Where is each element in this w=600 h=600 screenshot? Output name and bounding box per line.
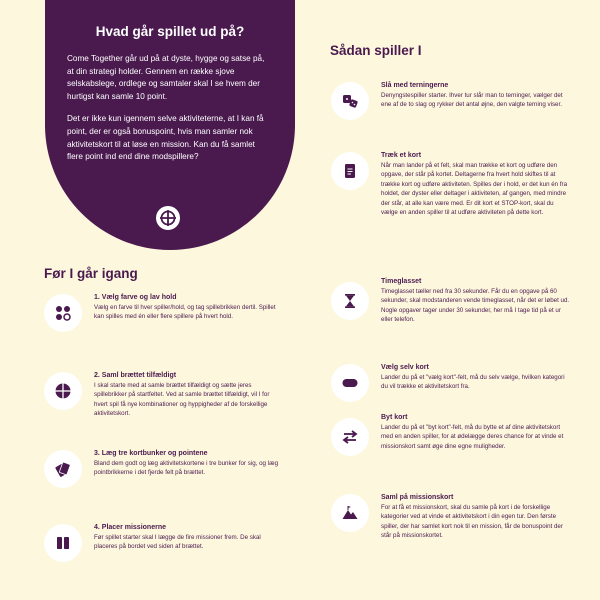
howto-step-1: [331, 82, 571, 120]
before-step-1-body: Vælg en farve til hver spiller/hold, og tag spillebrikken dertil. Spillet kan spilles med én eller flere spillere på hvert hold.: [94, 304, 276, 321]
howto-step-1-body: Denyngstespiller starter. Ihver tur slår man to terninger, vælger det ene af de to slag og rykker det antal øjne, den valgte terning viser.: [381, 92, 563, 109]
card-icon: [331, 152, 369, 190]
howto-step-1-heading: Slå med terningerne: [381, 82, 449, 89]
howto-step-6-body: For at få et missionskort, skal du samle på kort i de forskellige kategorier ved at vinde et aktivitetskort i din egen tur. Den første spiller, der har samlet kort nok til en mission, får de bonuspoint der står på missionskortet.: [381, 504, 563, 540]
intro-panel: [45, 0, 295, 250]
howto-step-5: [331, 414, 571, 456]
howto-step-4: [331, 364, 571, 402]
before-step-1: [44, 294, 284, 332]
before-step-4: [44, 524, 284, 562]
missions-icon: [44, 524, 82, 562]
before-step-1-heading: 1. Vælg farve og lav hold: [94, 294, 177, 301]
before-step-2: [44, 372, 284, 419]
dice-icon: [331, 82, 369, 120]
hourglass-icon: [331, 282, 369, 320]
howto-title: Sådan spiller I: [330, 43, 422, 58]
mountain-icon: [331, 494, 369, 532]
players-icon: [44, 294, 82, 332]
howto-step-6: [331, 494, 571, 541]
intro-paragraph-2: Det er ikke kun igennem selve aktiviteterne, at I kan få point, der er også bonuspoint, hvis man samler nok aktivitetskort til at løse en mission. Kan du få samlet flere point ind end dine modspillere?: [67, 114, 264, 162]
howto-step-4-body: Lander du på et "vælg kort"-felt, må du selv vælge, hvilken kategori du vil trække et aktivitetskort fra.: [381, 374, 565, 391]
howto-step-3-body: Timeglasset tæller ned fra 30 sekunder. Får du en opgave på 60 sekunder, skal modstanderen vende timeglasset, når det er løbet ud. Nogle opgaver tager under 30 sekunder, her må I tage tid på et ur eller telefon.: [381, 288, 570, 324]
before-step-3-heading: 3. Læg tre kortbunker og pointene: [94, 450, 208, 457]
compass-icon: [156, 206, 180, 230]
howto-step-6-heading: Saml på missionskort: [381, 494, 454, 501]
board-icon: [44, 372, 82, 410]
choose-card-icon: [331, 364, 369, 402]
intro-title: Hvad går spillet ud på?: [95, 24, 245, 39]
howto-step-2-body: Når man lander på et felt, skal man trække et kort og udføre den opgave, der står på kortet. Deltagerne fra hvert hold skiftes til at trække kort og udføre aktiviteten. Spilles der i hold, er det kun én fra holdet, der dyster eller deltager i aktiviteten, af gangen, med mindre der står, at alle kan være med. Er dit kort et STOP-kort, skal du vælge en anden spiller til at udføre aktiviteten på dette kort.: [381, 162, 568, 217]
howto-step-2-heading: Træk et kort: [381, 152, 422, 159]
before-step-4-body: Før spillet starter skal I lægge de fire missioner frem. De skal placeres på bordet ved siden af brættet.: [94, 534, 261, 551]
howto-step-3: [331, 278, 571, 325]
before-step-3: [44, 450, 284, 488]
howto-step-2: [331, 152, 571, 217]
howto-step-5-heading: Byt kort: [381, 414, 408, 421]
howto-step-5-body: Lander du på et "byt kort"-felt, må du bytte et af dine aktivitetskort med en anden spiller, for at ødelægge deres chance for at vinde et missionskort samt øge dine egne muligheder.: [381, 424, 564, 450]
howto-step-4-heading: Vælg selv kort: [381, 364, 429, 371]
before-step-4-heading: 4. Placer missionerne: [94, 524, 166, 531]
before-title: Før I går igang: [44, 266, 138, 281]
howto-step-3-heading: Timeglasset: [381, 278, 422, 285]
before-step-2-heading: 2. Saml brættet tilfældigt: [94, 372, 177, 379]
intro-paragraph-1: Come Together går ud på at dyste, hygge og satse på, at din strategi holder. Gennem en række sjove selskabslege, ordlege og samtaler skal I se hvem der hurtigst kan samle 10 point.: [67, 54, 265, 101]
cards-icon: [44, 450, 82, 488]
before-step-2-body: I skal starte med at samle brættet tilfældigt og sætte jeres spillebrikker på startfeltet. Ved at samle brættet tilfældigt, vil I for hvert spil få nye kombinationer og hyppigheder af de forskellige aktivitetskort.: [94, 382, 270, 418]
before-step-3-body: Bland dem godt og læg aktivitetskortene i tre bunker for sig, og læg pointbrikkerne i det fjerde felt på brættet.: [94, 460, 279, 477]
swap-icon: [331, 418, 369, 456]
